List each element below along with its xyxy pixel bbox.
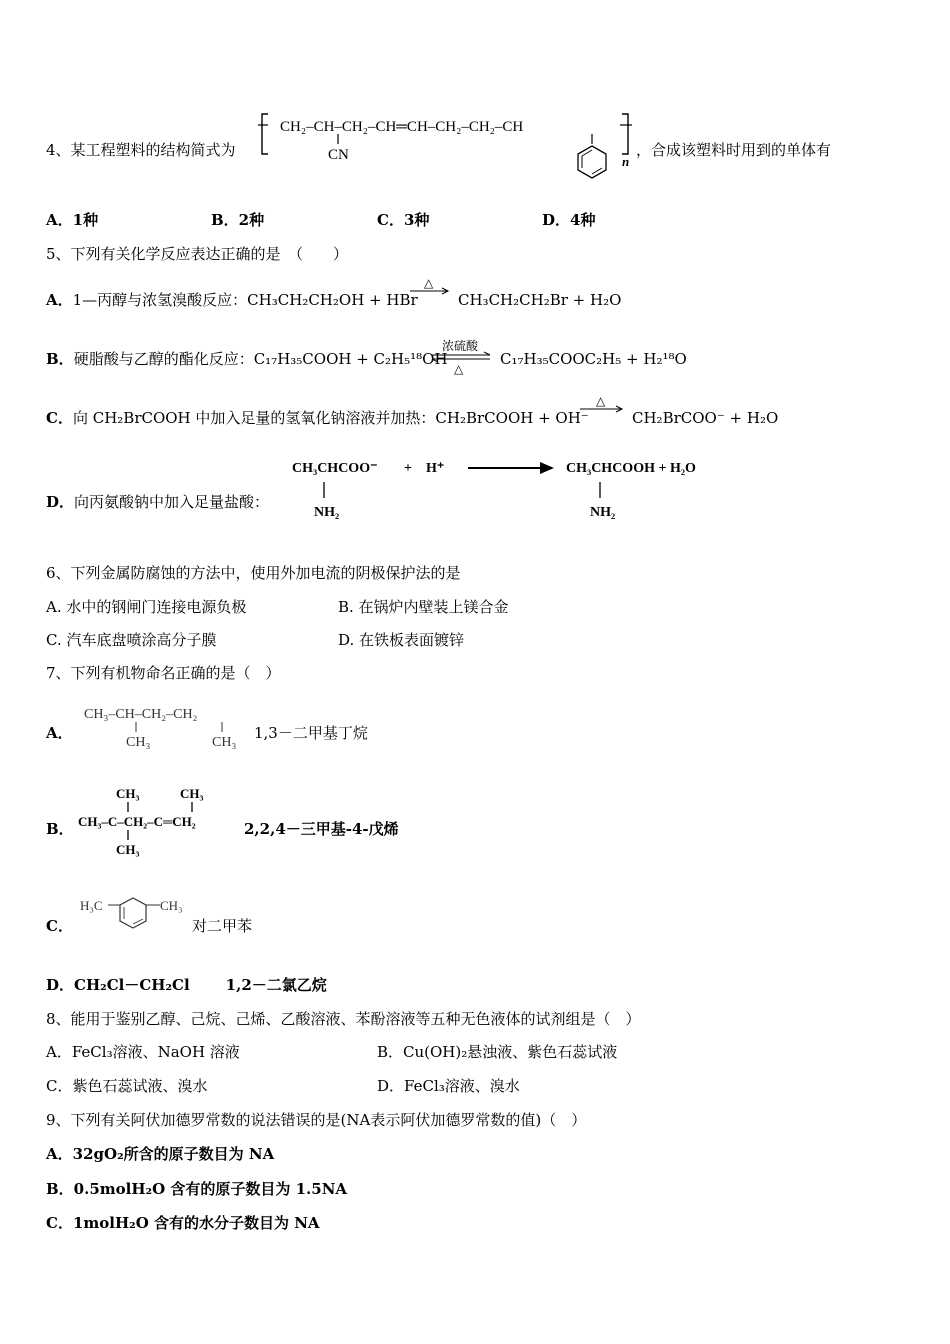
q5-d-equation — [290, 452, 740, 524]
q5-d-product: CH₃CHCOOH + H₂O — [566, 461, 696, 476]
q8-option-a: A．FeCl₃溶液、NaOH 溶液 — [46, 1043, 240, 1061]
q6-stem: 6、下列金属防腐蚀的方法中，使用外加电流的阴极保护法的是 — [46, 564, 461, 582]
q5-stem: 5、下列有关化学反应表达正确的是 （ ） — [46, 245, 349, 263]
q7-a-structure — [82, 700, 252, 752]
q7-d-name: 1,2－二氯乙烷 — [225, 976, 327, 994]
q5-b-products: C₁₇H₃₅COOC₂H₅ + H₂¹⁸O — [500, 350, 687, 368]
q6-option-c: C. 汽车底盘喷涂高分子膜 — [46, 631, 217, 649]
q5-c-text — [46, 408, 589, 428]
q5-b-condition-top: 浓硫酸 — [442, 339, 479, 353]
q5-c-reactants: 向 CH₂BrCOOH 中加入足量的氢氧化钠溶液并加热：CH₂BrCOOH + OH⁻ — [72, 409, 589, 427]
q4-option-c: C．3种 — [377, 211, 430, 229]
q7-d-formula: CH₂Cl－CH₂Cl — [74, 976, 190, 994]
q5-d-plus: + — [404, 461, 412, 476]
q6-option-a: A. 水中的钢闸门连接电源负极 — [46, 598, 247, 616]
q4-stem-right: ，合成该塑料时用到的单体有 — [636, 141, 832, 159]
q7-c-right-methyl: CH₃ — [160, 898, 183, 913]
q7-a-sub-1: CH₃ — [126, 735, 151, 750]
q5-a-reactants: 1—丙醇与浓氢溴酸反应：CH₃CH₂CH₂OH + HBr — [72, 291, 418, 309]
q4-polymer-chain: CH₂–CH–CH₂–CH═CH–CH₂–CH₂–CH — [280, 119, 524, 135]
q7-b-name: 2,2,4－三甲基-4-戊烯 — [244, 820, 399, 838]
q5-b-text — [46, 349, 448, 369]
q8-stem: 8、能用于鉴别乙醇、己烷、己烯、乙酸溶液、苯酚溶液等五种无色液体的试剂组是（ ） — [46, 1010, 641, 1028]
q5-c-label: C． — [46, 409, 73, 427]
q4-polymer-cn: CN — [328, 147, 349, 163]
q7-c-left-methyl: H₃C — [80, 898, 103, 913]
q5-d-text — [46, 492, 269, 512]
q7-a-sub-2: CH₃ — [212, 735, 237, 750]
q5-a-text — [46, 290, 418, 310]
q4-stem-left: 4、某工程塑料的结构简式为 — [46, 141, 236, 159]
q5-b-reactants: 硬脂酸与乙醇的酯化反应：C₁₇H₃₅COOH + C₂H₅¹⁸OH — [73, 350, 448, 368]
q7-a-label: A． — [46, 724, 73, 742]
q5-a-products: CH₃CH₂CH₂Br + H₂O — [458, 291, 622, 309]
q5-c-products: CH₂BrCOO⁻ + H₂O — [632, 409, 779, 427]
q7-c-label: C． — [46, 917, 73, 935]
q5-b-label: B． — [46, 350, 74, 368]
q4-option-b: B．2种 — [211, 211, 265, 229]
q5-b-reversible-arrow — [428, 336, 496, 376]
q5-d-label: D． — [46, 493, 75, 511]
q6-option-d: D. 在铁板表面镀锌 — [338, 631, 465, 649]
q5-d-hplus: H⁺ — [426, 461, 445, 476]
q7-b-main-chain: CH₃–C–CH₂–C═CH₂ — [78, 814, 196, 829]
q8-option-c: C．紫色石蕊试液、溴水 — [46, 1077, 208, 1095]
q7-b-structure — [76, 782, 246, 860]
q4-polymer-n: n — [622, 154, 630, 169]
q9-option-c: C．1molH₂O 含有的水分子数目为 NA — [46, 1214, 320, 1232]
q4-polymer-structure — [258, 108, 640, 188]
q7-b-sub-3: CH₃ — [180, 786, 204, 801]
q5-c-condition: △ — [596, 394, 606, 408]
q9-option-b: B．0.5molH₂O 含有的原子数目为 1.5NA — [46, 1180, 348, 1198]
q7-c-name: 对二甲苯 — [192, 917, 253, 935]
q7-c-structure — [78, 892, 192, 944]
q5-a-arrow — [408, 276, 452, 300]
q7-a-name: 1,3－二甲基丁烷 — [254, 724, 368, 742]
q5-d-nh2-right: NH₂ — [590, 505, 616, 520]
q7-b-label: B． — [46, 820, 74, 838]
q5-a-condition: △ — [424, 276, 434, 290]
q8-option-d: D．FeCl₃溶液、溴水 — [377, 1077, 520, 1095]
q7-a-main-chain: CH₃–CH–CH₂–CH₂ — [84, 707, 198, 722]
q7-stem: 7、下列有机物命名正确的是（ ） — [46, 664, 281, 682]
q5-b-condition-bottom: △ — [454, 362, 464, 376]
q6-option-b: B. 在锅炉内壁装上镁合金 — [338, 598, 509, 616]
q4-option-a: A．1种 — [46, 211, 99, 229]
q5-c-arrow — [578, 394, 626, 418]
q5-d-stem: 向丙氨酸钠中加入足量盐酸： — [74, 493, 270, 511]
q7-d-label: D． — [46, 976, 75, 994]
q5-d-nh2-left: NH₂ — [314, 505, 340, 520]
q7-d-row — [46, 975, 327, 995]
q7-b-sub-2: CH₃ — [116, 842, 140, 857]
q7-b-sub-1: CH₃ — [116, 786, 140, 801]
q4-option-d: D．4种 — [542, 211, 596, 229]
q8-option-b: B．Cu(OH)₂悬浊液、紫色石蕊试液 — [377, 1043, 618, 1061]
q9-stem: 9、下列有关阿伏加德罗常数的说法错误的是(NA表示阿伏加德罗常数的值)（ ） — [46, 1111, 587, 1129]
q9-option-a: A．32gO₂所含的原子数目为 NA — [46, 1145, 275, 1163]
q5-d-reactant: CH₃CHCOO⁻ — [292, 461, 378, 476]
q5-a-label: A． — [46, 291, 73, 309]
